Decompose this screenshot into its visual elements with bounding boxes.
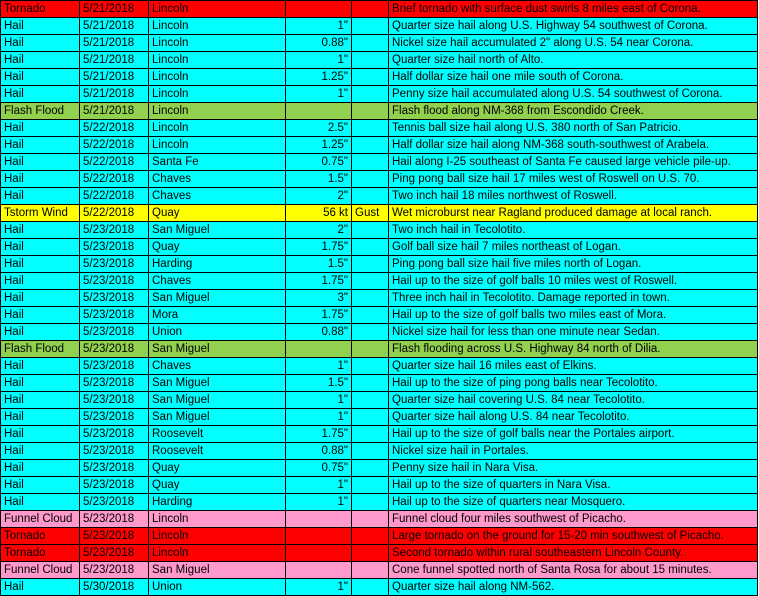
county-cell: Union xyxy=(149,579,286,596)
magnitude-cell: 2" xyxy=(286,222,352,239)
county-cell: Harding xyxy=(149,256,286,273)
date-cell: 5/23/2018 xyxy=(80,273,149,290)
table-row xyxy=(1,120,758,137)
magnitude-type-cell xyxy=(352,86,389,103)
magnitude-type-cell xyxy=(352,341,389,358)
magnitude-cell: 2.5" xyxy=(286,120,352,137)
county-cell: Lincoln xyxy=(149,69,286,86)
magnitude-type-cell xyxy=(352,120,389,137)
county-cell: Lincoln xyxy=(149,1,286,18)
magnitude-cell: 1.75" xyxy=(286,426,352,443)
date-cell: 5/22/2018 xyxy=(80,171,149,188)
magnitude-type-cell xyxy=(352,426,389,443)
magnitude-type-cell xyxy=(352,443,389,460)
table-row xyxy=(1,52,758,69)
magnitude-type-cell xyxy=(352,358,389,375)
description-cell: Large tornado on the ground for 15-20 min southwest of Picacho. xyxy=(389,528,758,545)
magnitude-cell xyxy=(286,1,352,18)
magnitude-type-cell xyxy=(352,18,389,35)
magnitude-type-cell xyxy=(352,188,389,205)
date-cell: 5/23/2018 xyxy=(80,545,149,562)
event-type-cell: Hail xyxy=(1,256,80,273)
county-cell: Lincoln xyxy=(149,120,286,137)
date-cell: 5/23/2018 xyxy=(80,494,149,511)
description-cell: Two inch hail 18 miles northwest of Roswell. xyxy=(389,188,758,205)
table-row xyxy=(1,137,758,154)
date-cell: 5/23/2018 xyxy=(80,239,149,256)
magnitude-type-cell xyxy=(352,103,389,120)
date-cell: 5/22/2018 xyxy=(80,154,149,171)
description-cell: Penny size hail in Nara Visa. xyxy=(389,460,758,477)
magnitude-cell: 0.88" xyxy=(286,443,352,460)
date-cell: 5/22/2018 xyxy=(80,188,149,205)
description-cell: Hail up to the size of golf balls 10 miles west of Roswell. xyxy=(389,273,758,290)
county-cell: Lincoln xyxy=(149,511,286,528)
magnitude-type-cell xyxy=(352,409,389,426)
table-row xyxy=(1,358,758,375)
magnitude-cell: 1" xyxy=(286,477,352,494)
county-cell: San Miguel xyxy=(149,409,286,426)
description-cell: Hail up to the size of ping pong balls near Tecolotito. xyxy=(389,375,758,392)
magnitude-type-cell xyxy=(352,477,389,494)
description-cell: Quarter size hail along U.S. 84 near Tecolotito. xyxy=(389,409,758,426)
event-type-cell: Hail xyxy=(1,154,80,171)
date-cell: 5/23/2018 xyxy=(80,562,149,579)
event-type-cell: Tornado xyxy=(1,545,80,562)
magnitude-cell xyxy=(286,528,352,545)
magnitude-cell: 1.5" xyxy=(286,375,352,392)
description-cell: Ping pong ball size hail five miles north of Logan. xyxy=(389,256,758,273)
date-cell: 5/21/2018 xyxy=(80,1,149,18)
event-type-cell: Hail xyxy=(1,324,80,341)
county-cell: Quay xyxy=(149,239,286,256)
event-type-cell: Hail xyxy=(1,579,80,596)
date-cell: 5/21/2018 xyxy=(80,69,149,86)
date-cell: 5/23/2018 xyxy=(80,256,149,273)
event-type-cell: Tstorm Wind xyxy=(1,205,80,222)
table-row xyxy=(1,426,758,443)
magnitude-cell: 3" xyxy=(286,290,352,307)
event-type-cell: Hail xyxy=(1,137,80,154)
table-row xyxy=(1,324,758,341)
description-cell: Half dollar size hail along NM-368 south-southwest of Arabela. xyxy=(389,137,758,154)
description-cell: Quarter size hail along U.S. Highway 54 southwest of Corona. xyxy=(389,18,758,35)
magnitude-type-cell xyxy=(352,1,389,18)
county-cell: Harding xyxy=(149,494,286,511)
event-type-cell: Hail xyxy=(1,443,80,460)
county-cell: Lincoln xyxy=(149,545,286,562)
table-row xyxy=(1,154,758,171)
magnitude-type-cell xyxy=(352,137,389,154)
description-cell: Ping pong ball size hail 17 miles west of Roswell on U.S. 70. xyxy=(389,171,758,188)
magnitude-type-cell xyxy=(352,290,389,307)
date-cell: 5/23/2018 xyxy=(80,222,149,239)
county-cell: Lincoln xyxy=(149,528,286,545)
magnitude-cell: 1" xyxy=(286,494,352,511)
event-type-cell: Flash Flood xyxy=(1,341,80,358)
county-cell: Santa Fe xyxy=(149,154,286,171)
date-cell: 5/22/2018 xyxy=(80,205,149,222)
magnitude-type-cell xyxy=(352,154,389,171)
date-cell: 5/23/2018 xyxy=(80,324,149,341)
table-row xyxy=(1,494,758,511)
event-type-cell: Tornado xyxy=(1,528,80,545)
event-type-cell: Hail xyxy=(1,239,80,256)
magnitude-cell: 1.25" xyxy=(286,137,352,154)
county-cell: Roosevelt xyxy=(149,426,286,443)
description-cell: Tennis ball size hail along U.S. 380 north of San Patricio. xyxy=(389,120,758,137)
description-cell: Hail up to the size of quarters near Mosquero. xyxy=(389,494,758,511)
county-cell: Quay xyxy=(149,460,286,477)
date-cell: 5/23/2018 xyxy=(80,460,149,477)
table-row xyxy=(1,290,758,307)
event-type-cell: Hail xyxy=(1,69,80,86)
table-row xyxy=(1,562,758,579)
magnitude-type-cell xyxy=(352,375,389,392)
county-cell: San Miguel xyxy=(149,290,286,307)
date-cell: 5/23/2018 xyxy=(80,426,149,443)
description-cell: Quarter size hail 16 miles east of Elkins. xyxy=(389,358,758,375)
table-row xyxy=(1,171,758,188)
magnitude-type-cell xyxy=(352,460,389,477)
description-cell: Quarter size hail covering U.S. 84 near Tecolotito. xyxy=(389,392,758,409)
event-type-cell: Hail xyxy=(1,307,80,324)
county-cell: Lincoln xyxy=(149,35,286,52)
magnitude-cell: 1" xyxy=(286,409,352,426)
county-cell: Chaves xyxy=(149,273,286,290)
event-type-cell: Hail xyxy=(1,375,80,392)
table-row xyxy=(1,511,758,528)
event-type-cell: Hail xyxy=(1,477,80,494)
date-cell: 5/22/2018 xyxy=(80,120,149,137)
magnitude-cell xyxy=(286,103,352,120)
table-row xyxy=(1,477,758,494)
county-cell: Chaves xyxy=(149,358,286,375)
magnitude-cell: 1.75" xyxy=(286,239,352,256)
description-cell: Three inch hail in Tecolotito. Damage reported in town. xyxy=(389,290,758,307)
magnitude-cell: 1" xyxy=(286,358,352,375)
magnitude-type-cell xyxy=(352,562,389,579)
event-type-cell: Hail xyxy=(1,494,80,511)
event-type-cell: Flash Flood xyxy=(1,103,80,120)
table-row xyxy=(1,392,758,409)
county-cell: Mora xyxy=(149,307,286,324)
event-type-cell: Tornado xyxy=(1,1,80,18)
description-cell: Hail up to the size of golf balls near the Portales airport. xyxy=(389,426,758,443)
magnitude-type-cell xyxy=(352,511,389,528)
date-cell: 5/21/2018 xyxy=(80,35,149,52)
event-type-cell: Hail xyxy=(1,86,80,103)
table-row xyxy=(1,69,758,86)
county-cell: Lincoln xyxy=(149,86,286,103)
table-row xyxy=(1,307,758,324)
county-cell: San Miguel xyxy=(149,392,286,409)
magnitude-cell xyxy=(286,545,352,562)
table-row xyxy=(1,239,758,256)
event-type-cell: Hail xyxy=(1,426,80,443)
magnitude-type-cell xyxy=(352,392,389,409)
magnitude-type-cell xyxy=(352,69,389,86)
county-cell: Quay xyxy=(149,477,286,494)
date-cell: 5/21/2018 xyxy=(80,18,149,35)
magnitude-cell: 0.88" xyxy=(286,324,352,341)
magnitude-type-cell xyxy=(352,494,389,511)
county-cell: San Miguel xyxy=(149,341,286,358)
table-row xyxy=(1,188,758,205)
description-cell: Quarter size hail north of Alto. xyxy=(389,52,758,69)
magnitude-cell: 56 kt xyxy=(286,205,352,222)
table-row xyxy=(1,341,758,358)
date-cell: 5/23/2018 xyxy=(80,290,149,307)
description-cell: Half dollar size hail one mile south of Corona. xyxy=(389,69,758,86)
county-cell: Lincoln xyxy=(149,18,286,35)
table-row xyxy=(1,460,758,477)
table-row xyxy=(1,18,758,35)
magnitude-type-cell xyxy=(352,579,389,596)
county-cell: Roosevelt xyxy=(149,443,286,460)
event-type-cell: Hail xyxy=(1,35,80,52)
description-cell: Two inch hail in Tecolotito. xyxy=(389,222,758,239)
event-type-cell: Funnel Cloud xyxy=(1,511,80,528)
table-row xyxy=(1,35,758,52)
date-cell: 5/30/2018 xyxy=(80,579,149,596)
date-cell: 5/23/2018 xyxy=(80,409,149,426)
description-cell: Nickel size hail for less than one minute near Sedan. xyxy=(389,324,758,341)
description-cell: Wet microburst near Ragland produced damage at local ranch. xyxy=(389,205,758,222)
table-row xyxy=(1,103,758,120)
description-cell: Cone funnel spotted north of Santa Rosa for about 15 minutes. xyxy=(389,562,758,579)
county-cell: San Miguel xyxy=(149,562,286,579)
magnitude-type-cell xyxy=(352,239,389,256)
event-type-cell: Hail xyxy=(1,171,80,188)
event-type-cell: Hail xyxy=(1,188,80,205)
description-cell: Funnel cloud four miles southwest of Picacho. xyxy=(389,511,758,528)
event-type-cell: Hail xyxy=(1,120,80,137)
date-cell: 5/23/2018 xyxy=(80,358,149,375)
magnitude-cell: 1.75" xyxy=(286,307,352,324)
date-cell: 5/23/2018 xyxy=(80,443,149,460)
magnitude-type-cell: Gust xyxy=(352,205,389,222)
table-row xyxy=(1,273,758,290)
description-cell: Brief tornado with surface dust swirls 8 miles east of Corona. xyxy=(389,1,758,18)
event-type-cell: Hail xyxy=(1,460,80,477)
event-type-cell: Hail xyxy=(1,273,80,290)
date-cell: 5/21/2018 xyxy=(80,86,149,103)
description-cell: Flash flooding across U.S. Highway 84 north of Dilia. xyxy=(389,341,758,358)
magnitude-type-cell xyxy=(352,52,389,69)
magnitude-type-cell xyxy=(352,222,389,239)
description-cell: Nickel size hail in Portales. xyxy=(389,443,758,460)
magnitude-type-cell xyxy=(352,324,389,341)
magnitude-cell xyxy=(286,511,352,528)
table-row xyxy=(1,528,758,545)
county-cell: Union xyxy=(149,324,286,341)
magnitude-cell: 1" xyxy=(286,579,352,596)
magnitude-type-cell xyxy=(352,545,389,562)
table-row xyxy=(1,1,758,18)
table-row xyxy=(1,409,758,426)
county-cell: Quay xyxy=(149,205,286,222)
magnitude-cell: 1.25" xyxy=(286,69,352,86)
description-cell: Second tornado within rural southeastern Lincoln County. xyxy=(389,545,758,562)
magnitude-cell: 0.88" xyxy=(286,35,352,52)
magnitude-type-cell xyxy=(352,171,389,188)
table-row xyxy=(1,222,758,239)
description-cell: Penny size hail accumulated along U.S. 54 southwest of Corona. xyxy=(389,86,758,103)
county-cell: San Miguel xyxy=(149,222,286,239)
magnitude-type-cell xyxy=(352,528,389,545)
county-cell: Lincoln xyxy=(149,52,286,69)
event-type-cell: Hail xyxy=(1,52,80,69)
table-row xyxy=(1,205,758,222)
event-type-cell: Funnel Cloud xyxy=(1,562,80,579)
event-type-cell: Hail xyxy=(1,222,80,239)
table-row xyxy=(1,86,758,103)
table-row xyxy=(1,579,758,596)
county-cell: Lincoln xyxy=(149,103,286,120)
magnitude-cell: 0.75" xyxy=(286,460,352,477)
date-cell: 5/23/2018 xyxy=(80,307,149,324)
magnitude-type-cell xyxy=(352,273,389,290)
magnitude-cell: 1" xyxy=(286,392,352,409)
magnitude-cell: 1.5" xyxy=(286,171,352,188)
description-cell: Flash flood along NM-368 from Escondido Creek. xyxy=(389,103,758,120)
event-type-cell: Hail xyxy=(1,290,80,307)
description-cell: Hail up to the size of quarters in Nara Visa. xyxy=(389,477,758,494)
date-cell: 5/23/2018 xyxy=(80,392,149,409)
magnitude-type-cell xyxy=(352,35,389,52)
description-cell: Nickel size hail accumulated 2" along U.S. 54 near Corona. xyxy=(389,35,758,52)
table-body xyxy=(1,1,758,596)
description-cell: Quarter size hail along NM-562. xyxy=(389,579,758,596)
county-cell: San Miguel xyxy=(149,375,286,392)
table-row xyxy=(1,256,758,273)
event-type-cell: Hail xyxy=(1,358,80,375)
date-cell: 5/23/2018 xyxy=(80,375,149,392)
description-cell: Golf ball size hail 7 miles northeast of Logan. xyxy=(389,239,758,256)
date-cell: 5/23/2018 xyxy=(80,341,149,358)
magnitude-cell: 1.5" xyxy=(286,256,352,273)
date-cell: 5/23/2018 xyxy=(80,528,149,545)
magnitude-type-cell xyxy=(352,256,389,273)
magnitude-cell: 1.75" xyxy=(286,273,352,290)
county-cell: Lincoln xyxy=(149,137,286,154)
date-cell: 5/21/2018 xyxy=(80,103,149,120)
magnitude-cell: 1" xyxy=(286,18,352,35)
event-type-cell: Hail xyxy=(1,18,80,35)
magnitude-cell: 0.75" xyxy=(286,154,352,171)
description-cell: Hail up to the size of golf balls two miles east of Mora. xyxy=(389,307,758,324)
magnitude-cell xyxy=(286,341,352,358)
date-cell: 5/23/2018 xyxy=(80,477,149,494)
event-type-cell: Hail xyxy=(1,409,80,426)
description-cell: Hail along I-25 southeast of Santa Fe caused large vehicle pile-up. xyxy=(389,154,758,171)
magnitude-type-cell xyxy=(352,307,389,324)
county-cell: Chaves xyxy=(149,188,286,205)
magnitude-cell xyxy=(286,562,352,579)
table-row xyxy=(1,375,758,392)
table-row xyxy=(1,545,758,562)
magnitude-cell: 2" xyxy=(286,188,352,205)
magnitude-cell: 1" xyxy=(286,86,352,103)
magnitude-cell: 1" xyxy=(286,52,352,69)
county-cell: Chaves xyxy=(149,171,286,188)
table-row xyxy=(1,443,758,460)
date-cell: 5/22/2018 xyxy=(80,137,149,154)
date-cell: 5/21/2018 xyxy=(80,52,149,69)
date-cell: 5/23/2018 xyxy=(80,511,149,528)
event-type-cell: Hail xyxy=(1,392,80,409)
